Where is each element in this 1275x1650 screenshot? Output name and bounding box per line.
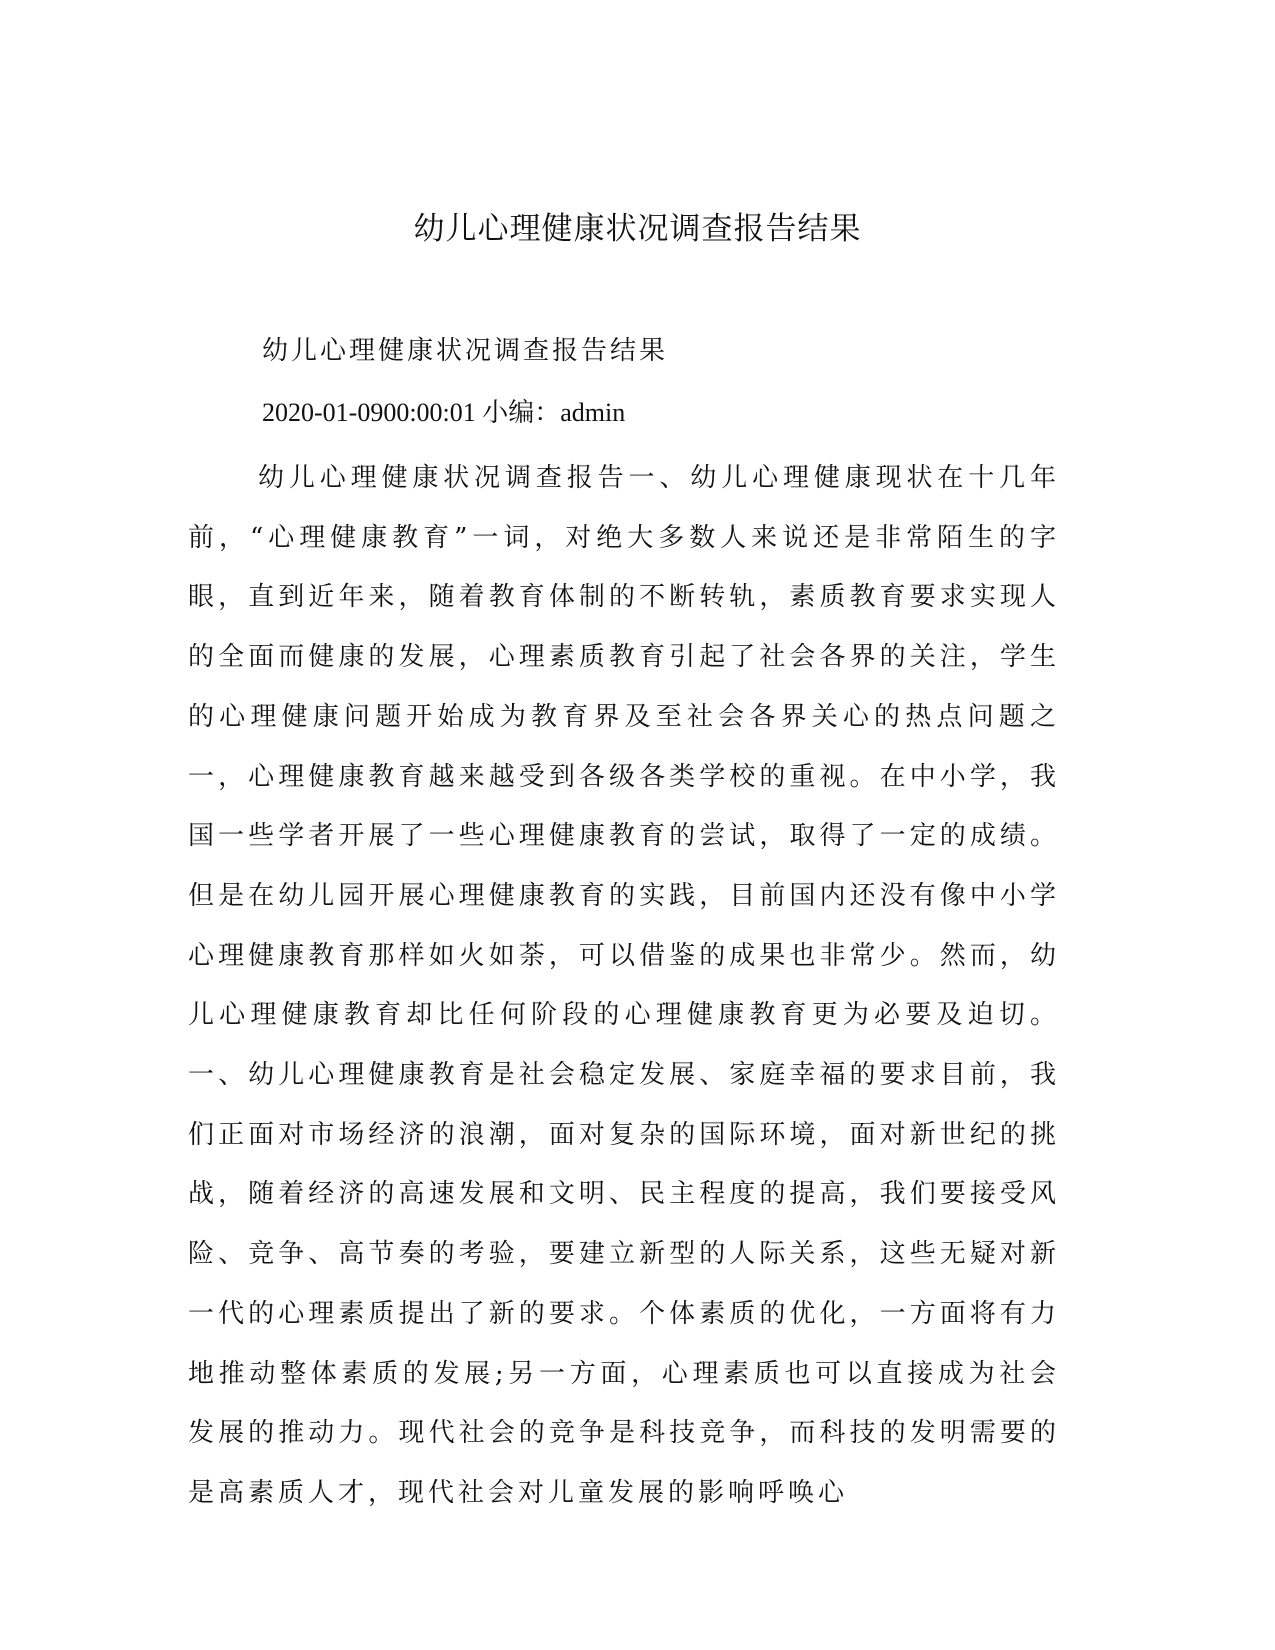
document-subtitle: 幼儿心理健康状况调查报告结果	[262, 336, 669, 366]
publish-meta: 2020-01-0900:00:01 小编：admin	[262, 398, 626, 427]
document-title: 幼儿心理健康状况调查报告结果	[413, 211, 862, 247]
body-paragraph: 幼儿心理健康状况调查报告一、幼儿心理健康现状在十几年前，“心理健康教育”一词，对绝大多数人来说还是非常陌生的字眼，直到近年来，随着教育体制的不断转轨，素质教育要求实现人的全面而健康的发展，心理素质教育引起了社会各界的关注，学生的心理健康问题开始成为教育界及至社会各界关心的热点问题之一，心理健康教育越来越受到各级各类学校的重视。在中小学，我国一些学者开展了一些心理健康教育的尝试，取得了一定的成绩。但是在幼儿园开展心理健康教育的实践，目前国内还没有像中小学心理健康教育那样如火如荼，可以借鉴的成果也非常少。然而，幼儿心理健康教育却比任何阶段的心理健康教育更为必要及迫切。一、幼儿心理健康教育是社会稳定发展、家庭幸福的要求目前，我们正面对市场经济的浪潮，面对复杂的国际环境，面对新世纪的挑战，随着经济的高速发展和文明、民主程度的提高，我们要接受风险、竞争、高节奏的考验，要建立新型的人际关系，这些无疑对新一代的心理素质提出了新的要求。个体素质的优化，一方面将有力地推动整体素质的发展;另一方面，心理素质也可以直接成为社会发展的推动力。现代社会的竞争是科技竞争，而科技的发明需要的是高素质人才，现代社会对儿童发展的影响呼唤心	[188, 463, 1060, 1508]
